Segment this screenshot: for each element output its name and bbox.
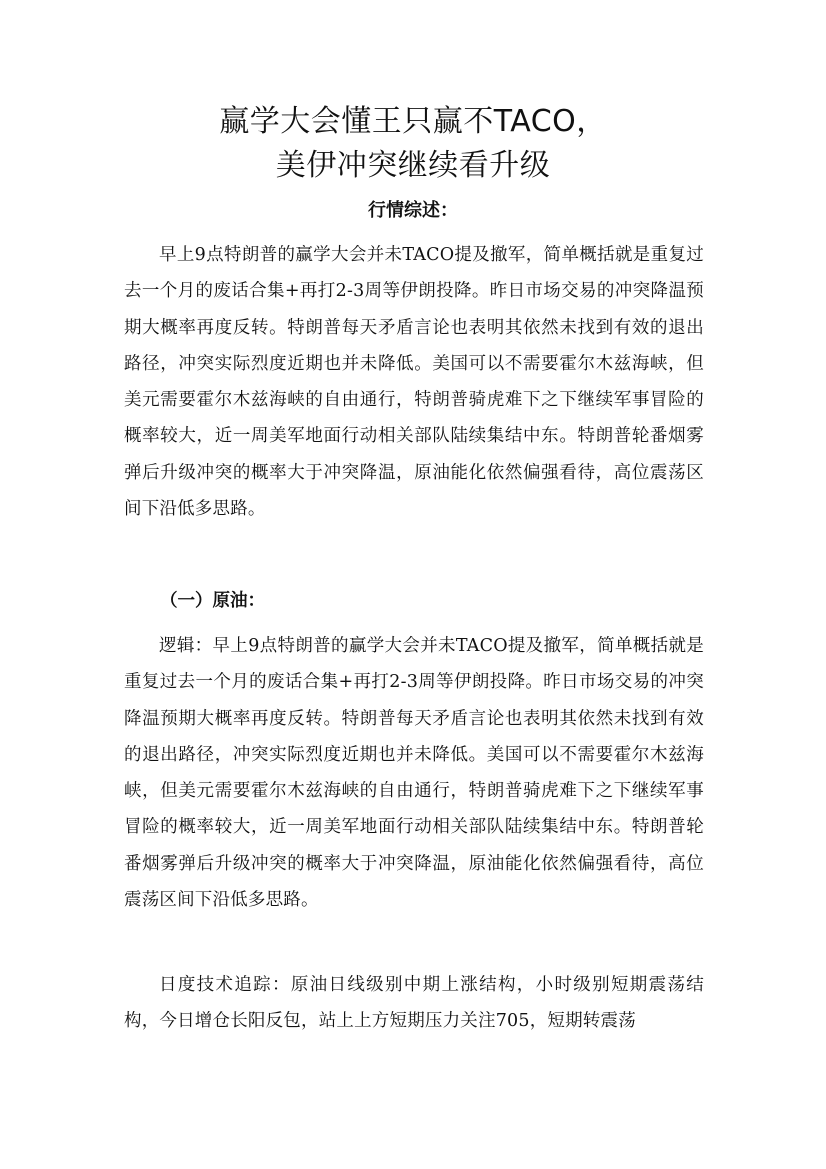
section-heading-market-overview: 行情综述： (368, 200, 458, 221)
summary-paragraph: 早上9点特朗普的赢学大会并未TACO提及撤军，简单概括就是重复过去一个月的废话合集+再打2-3周等伊朗投降。昨日市场交易的冲突降温预期大概率再度反转。特朗普每天矛盾言论也表明其依然未找到有效的退出路径，冲突实际烈度近期也并未降低。美国可以不需要霍尔木兹海峡，但美元需要霍尔木兹海峡的自由通行，特朗普骑虎难下之下继续军事冒险的概率较大，近一周美军地面行动相关部队陆续集结中东。特朗普轮番烟雾弹后升级冲突的概率大于冲突降温，原油能化依然偏强看待，高位震荡区间下沿低多思路。 (124, 245, 704, 520)
document-title-line-2: 美伊冲突继续看升级 (275, 148, 551, 183)
subsection-heading-crude-oil: （一）原油： (160, 591, 265, 611)
technical-tracking-paragraph: 日度技术追踪：原油日线级别中期上涨结构，小时级别短期震荡结构，今日增仓长阳反包，站上上方短期压力关注705，短期转震荡 (124, 975, 704, 1032)
logic-paragraph: 逻辑：早上9点特朗普的赢学大会并未TACO提及撤军，简单概括就是重复过去一个月的废话合集+再打2-3周等伊朗投降。昨日市场交易的冲突降温预期大概率再度反转。特朗普每天矛盾言论也表明其依然未找到有效的退出路径，冲突实际烈度近期也并未降低。美国可以不需要霍尔木兹海峡，但美元需要霍尔木兹海峡的自由通行，特朗普骑虎难下之下继续军事冒险的概率较大，近一周美军地面行动相关部队陆续集结中东。特朗普轮番烟雾弹后升级冲突的概率大于冲突降温，原油能化依然偏强看待，高位震荡区间下沿低多思路。 (124, 636, 704, 911)
document-title-line-1: 赢学大会懂王只赢不TACO， (219, 104, 607, 139)
